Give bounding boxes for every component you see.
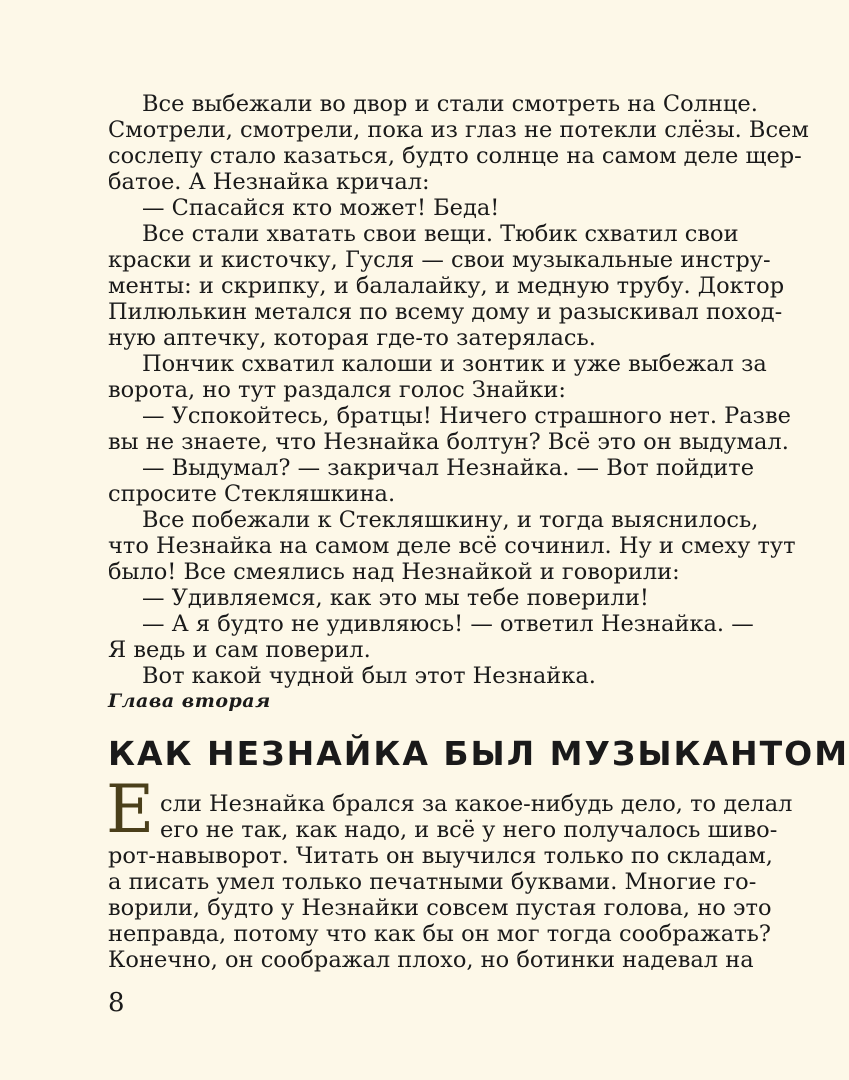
page-number: 8 [108, 988, 125, 1018]
text-line: ворили, будто у Незнайки совсем пустая голова, но это [108, 895, 772, 921]
text-line: что Незнайка на самом деле всё сочинил. Ну и смеху тут [108, 533, 796, 559]
text-line: Пилюлькин метался по всему дому и разыскивал поход- [108, 299, 783, 325]
text-line: менты: и скрипку, и балалайку, и медную трубу. Доктор [108, 273, 785, 299]
text-line: — Спасайся кто может! Беда! [142, 195, 500, 221]
text-line: неправда, потому что как бы он мог тогда соображать? [108, 921, 771, 947]
text-line: — Выдумал? — закричал Незнайка. — Вот пойдите [142, 455, 755, 481]
chapter-label: Глава вторая [108, 690, 271, 712]
text-line: сли Незнайка брался за какое-нибудь дело, то делал [160, 791, 793, 817]
text-line: батое. А Незнайка кричал: [108, 169, 430, 195]
text-line: — А я будто не удивляюсь! — ответил Незнайка. — [142, 611, 754, 637]
text-line: было! Все смеялись над Незнайкой и говорили: [108, 559, 680, 585]
text-line: рот-навыворот. Читать он выучился только по складам, [108, 843, 773, 869]
text-line: ную аптечку, которая где-то затерялась. [108, 325, 596, 351]
text-line: Конечно, он соображал плохо, но ботинки надевал на [108, 947, 754, 973]
text-line: вы не знаете, что Незнайка болтун? Всё это он выдумал. [108, 429, 789, 455]
drop-cap: Е [106, 771, 155, 848]
text-line: ворота, но тут раздался голос Знайки: [108, 377, 566, 403]
text-line: Все стали хватать свои вещи. Тюбик схватил свои [142, 221, 739, 247]
text-line: Все побежали к Стекляшкину, и тогда выяснилось, [142, 507, 759, 533]
text-line: а писать умел только печатными буквами. Многие го- [108, 869, 757, 895]
text-line: его не так, как надо, и всё у него получалось шиво- [160, 817, 778, 843]
text-line: Пончик схватил калоши и зонтик и уже выбежал за [142, 351, 767, 377]
text-line: Все выбежали во двор и стали смотреть на Солнце. [142, 91, 758, 117]
text-line: спросите Стекляшкина. [108, 481, 396, 507]
text-line: краски и кисточку, Гусля — свои музыкальные инстру- [108, 247, 771, 273]
text-line: сослепу стало казаться, будто солнце на самом деле щер- [108, 143, 802, 169]
text-line: — Удивляемся, как это мы тебе поверили! [142, 585, 649, 611]
chapter-title: КАК НЕЗНАЙКА БЫЛ МУЗЫКАНТОМ [108, 734, 849, 773]
text-line: — Успокойтесь, братцы! Ничего страшного нет. Разве [142, 403, 791, 429]
text-line: Вот какой чудной был этот Незнайка. [142, 663, 596, 689]
text-line: Я ведь и сам поверил. [108, 637, 371, 663]
text-line: Смотрели, смотрели, пока из глаз не потекли слёзы. Всем [108, 117, 809, 143]
